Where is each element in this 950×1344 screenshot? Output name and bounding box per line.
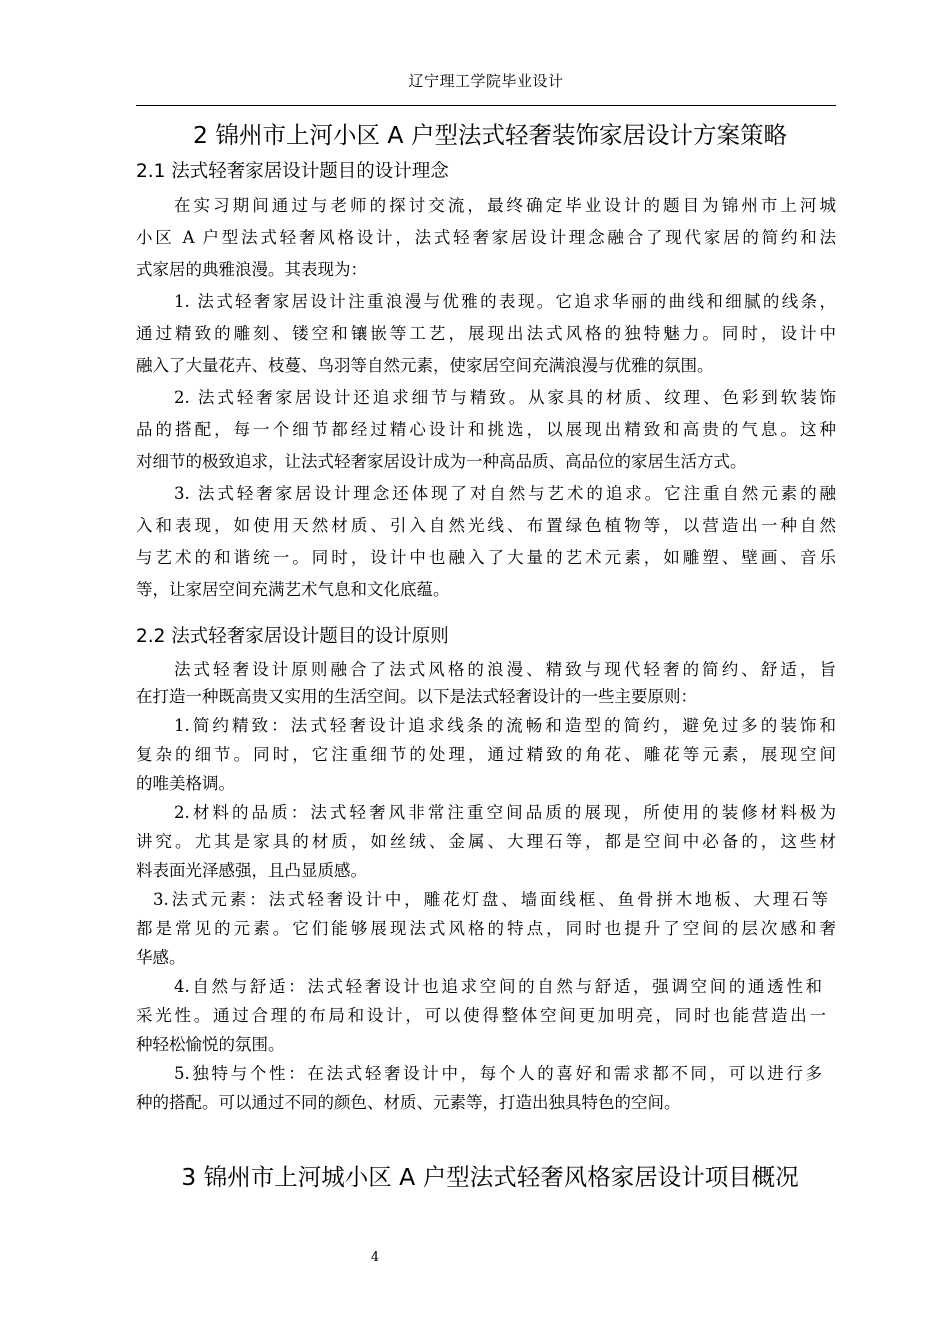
section-2-2-intro-line: 在打造一种既高贵又实用的生活空间。以下是法式轻奢设计的一些主要原则：	[136, 687, 697, 706]
principle-5-line: 5.独特与个性：在法式轻奢设计中，每个人的喜好和需求都不同，可以进行多	[174, 1064, 822, 1083]
item-3-line: 入和表现，如使用天然材质、引入自然光线、布置绿色植物等，以营造出一种自然	[136, 516, 836, 535]
principle-4-line: 采光性。通过合理的布局和设计，可以使得整体空间更加明亮，同时也能营造出一	[136, 1006, 826, 1025]
section-2-1-intro-line: 在实习期间通过与老师的探讨交流，最终确定毕业设计的题目为锦州市上河城	[174, 196, 836, 215]
principle-4-line: 4.自然与舒适：法式轻奢设计也追求空间的自然与舒适，强调空间的通透性和	[174, 977, 822, 996]
principle-1-line: 复杂的细节。同时，它注重细节的处理，通过精致的角花、雕花等元素，展现空间	[136, 745, 836, 764]
header-divider	[136, 105, 836, 106]
principle-3-line: 都是常见的元素。它们能够展现法式风格的特点，同时也提升了空间的层次感和奢	[136, 919, 836, 938]
item-2-line: 2. 法式轻奢家居设计还追求细节与精致。从家具的材质、纹理、色彩到软装饰	[174, 388, 836, 407]
section-2-2-title: 2.2 法式轻奢家居设计题目的设计原则	[136, 626, 449, 647]
section-2-1-intro-line: 式家居的典雅浪漫。其表现为：	[136, 260, 367, 279]
principle-5-line: 种的搭配。可以通过不同的颜色、材质、元素等，打造出独具特色的空间。	[136, 1093, 681, 1112]
page-number: 4	[370, 1250, 380, 1265]
item-3-line: 等，让家居空间充满艺术气息和文化底蕴。	[136, 580, 450, 599]
principle-3-line: 3.法式元素：法式轻奢设计中，雕花灯盘、墙面线框、鱼骨拼木地板、大理石等	[153, 890, 828, 909]
chapter-2-title: 2 锦州市上河小区 A 户型法式轻奢装饰家居设计方案策略	[193, 121, 787, 149]
item-1-line: 1. 法式轻奢家居设计注重浪漫与优雅的表现。它追求华丽的曲线和细腻的线条，	[174, 292, 836, 311]
item-3-line: 与艺术的和谐统一。同时，设计中也融入了大量的艺术元素，如雕塑、壁画、音乐	[136, 548, 836, 567]
item-1-line: 融入了大量花卉、枝蔓、鸟羽等自然元素，使家居空间充满浪漫与优雅的氛围。	[136, 356, 714, 375]
principle-2-line: 讲究。尤其是家具的材质，如丝绒、金属、大理石等，都是空间中必备的，这些材	[136, 832, 836, 851]
principle-4-line: 种轻松愉悦的氛围。	[136, 1035, 285, 1054]
section-2-2-intro-line: 法式轻奢设计原则融合了法式风格的浪漫、精致与现代轻奢的简约、舒适，旨	[174, 660, 836, 679]
principle-2-line: 料表面光泽感强，且凸显质感。	[136, 861, 367, 880]
principle-3-line: 华感。	[136, 948, 186, 967]
item-3-line: 3. 法式轻奢家居设计理念还体现了对自然与艺术的追求。它注重自然元素的融	[174, 484, 836, 503]
section-2-1-intro-line: 小区 A 户型法式轻奢风格设计，法式轻奢家居设计理念融合了现代家居的简约和法	[136, 228, 836, 247]
principle-1-line: 的唯美格调。	[136, 774, 235, 793]
item-1-line: 通过精致的雕刻、镂空和镶嵌等工艺，展现出法式风格的独特魅力。同时，设计中	[136, 324, 836, 343]
running-header: 辽宁理工学院毕业设计	[408, 72, 564, 90]
chapter-3-title: 3 锦州市上河城小区 A 户型法式轻奢风格家居设计项目概况	[181, 1163, 799, 1191]
principle-1-line: 1.简约精致：法式轻奢设计追求线条的流畅和造型的简约，避免过多的装饰和	[174, 716, 836, 735]
item-2-line: 品的搭配，每一个细节都经过精心设计和挑选，以展现出精致和高贵的气息。这种	[136, 420, 836, 439]
section-2-1-title: 2.1 法式轻奢家居设计题目的设计理念	[136, 161, 449, 182]
item-2-line: 对细节的极致追求，让法式轻奢家居设计成为一种高品质、高品位的家居生活方式。	[136, 452, 747, 471]
principle-2-line: 2.材料的品质：法式轻奢风非常注重空间品质的展现，所使用的装修材料极为	[174, 803, 836, 822]
